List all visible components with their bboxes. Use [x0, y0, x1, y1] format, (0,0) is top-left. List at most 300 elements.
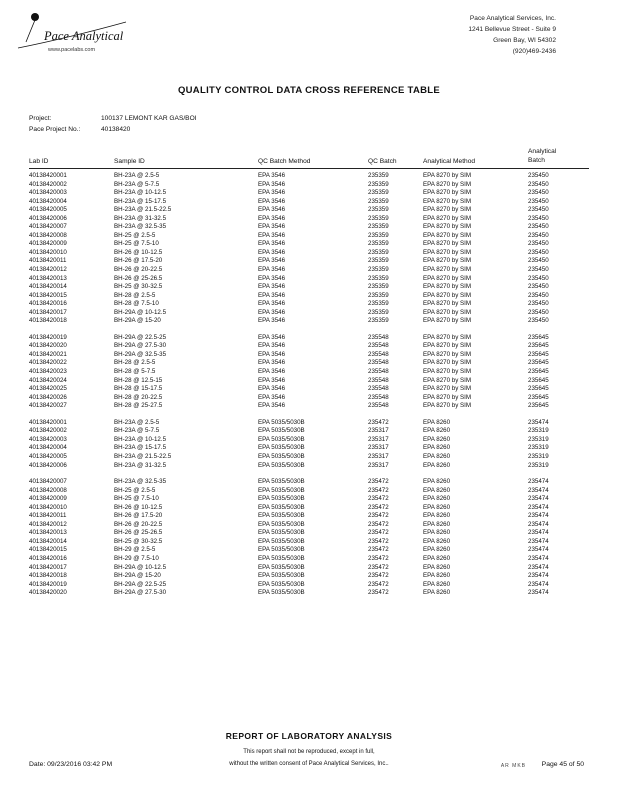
- cell-lab-id: 40138420009: [29, 240, 67, 248]
- cell-sample-id: BH-23A @ 15-17.5: [114, 444, 167, 452]
- cell-analytical-method: EPA 8270 by SIM: [423, 180, 472, 188]
- company-name: Pace Analytical Services, Inc.: [469, 15, 556, 22]
- cell-qc-batch: 235472: [368, 520, 389, 528]
- cell-qc-batch-method: EPA 3546: [258, 257, 286, 265]
- cell-sample-id: BH-26 @ 10-12.5: [114, 248, 163, 256]
- cell-analytical-method: EPA 8260: [423, 486, 451, 494]
- cell-analytical-batch: 235474: [528, 589, 549, 597]
- table-row: [29, 419, 589, 428]
- cell-analytical-method: EPA 8260: [423, 563, 451, 571]
- cell-lab-id: 40138420009: [29, 495, 67, 503]
- table-row: [29, 359, 589, 368]
- cell-lab-id: 40138420006: [29, 461, 67, 469]
- cell-analytical-method: EPA 8270 by SIM: [423, 333, 472, 341]
- cell-qc-batch: 235317: [368, 427, 389, 435]
- table-row: [29, 504, 589, 513]
- cell-analytical-batch: 235645: [528, 342, 549, 350]
- cell-lab-id: 40138420018: [29, 572, 67, 580]
- cell-sample-id: BH-23A @ 2.5-5: [114, 172, 160, 179]
- cell-qc-batch-method: EPA 3546: [258, 223, 286, 231]
- cell-sample-id: BH-28 @ 25-27.5: [114, 402, 163, 410]
- table-row: [29, 275, 589, 284]
- logo-url-text: www.pacelabs.com: [48, 47, 96, 53]
- cell-qc-batch: 235548: [368, 342, 389, 350]
- cell-analytical-method: EPA 8260: [423, 495, 451, 503]
- cell-qc-batch: 235548: [368, 359, 389, 367]
- cell-qc-batch-method: EPA 5035/5030B: [258, 435, 305, 443]
- cell-sample-id: BH-29A @ 15-20: [114, 572, 161, 580]
- cell-analytical-batch: 235319: [528, 452, 549, 460]
- cell-qc-batch-method: EPA 5035/5030B: [258, 512, 305, 520]
- cell-qc-batch-method: EPA 5035/5030B: [258, 572, 305, 580]
- cell-sample-id: BH-26 @ 25-26.5: [114, 529, 163, 537]
- col-analytical-batch-line1: Analytical: [528, 148, 557, 155]
- col-sample-id: Sample ID: [114, 158, 145, 165]
- cell-lab-id: 40138420017: [29, 563, 67, 571]
- cell-sample-id: BH-23A @ 32.5-35: [114, 478, 167, 486]
- cell-analytical-method: EPA 8260: [423, 546, 451, 554]
- cell-analytical-batch: 235450: [528, 223, 549, 231]
- cell-sample-id: BH-28 @ 2.5-5: [114, 291, 156, 299]
- cell-qc-batch-method: EPA 3546: [258, 274, 286, 282]
- table-row: [29, 283, 589, 292]
- cell-sample-id: BH-29 @ 7.5-10: [114, 554, 159, 562]
- cell-sample-id: BH-25 @ 7.5-10: [114, 240, 159, 248]
- cell-analytical-batch: 235450: [528, 308, 549, 316]
- cell-analytical-batch: 235450: [528, 197, 549, 205]
- cell-analytical-batch: 235450: [528, 206, 549, 214]
- cell-analytical-method: EPA 8270 by SIM: [423, 342, 472, 350]
- cell-analytical-method: EPA 8260: [423, 503, 451, 511]
- cell-qc-batch-method: EPA 3546: [258, 291, 286, 299]
- cell-qc-batch-method: EPA 3546: [258, 248, 286, 256]
- cell-lab-id: 40138420010: [29, 503, 67, 511]
- cell-qc-batch: 235359: [368, 266, 389, 274]
- cell-sample-id: BH-29 @ 2.5-5: [114, 546, 156, 554]
- cell-analytical-batch: 235474: [528, 529, 549, 537]
- cell-analytical-batch: 235319: [528, 435, 549, 443]
- cell-analytical-batch: 235474: [528, 563, 549, 571]
- table-row: [29, 206, 589, 215]
- table-row: [29, 309, 589, 318]
- cell-analytical-batch: 235450: [528, 266, 549, 274]
- cell-sample-id: BH-28 @ 20-22.5: [114, 393, 163, 401]
- cell-lab-id: 40138420008: [29, 231, 67, 239]
- cell-analytical-batch: 235450: [528, 291, 549, 299]
- cell-analytical-method: EPA 8260: [423, 580, 451, 588]
- cell-analytical-method: EPA 8270 by SIM: [423, 376, 472, 384]
- table-row: [29, 172, 589, 181]
- cell-lab-id: 40138420014: [29, 537, 67, 545]
- table-row: [29, 198, 589, 207]
- cell-analytical-method: EPA 8270 by SIM: [423, 240, 472, 248]
- report-title: QUALITY CONTROL DATA CROSS REFERENCE TABLE: [177, 85, 441, 96]
- cell-analytical-method: EPA 8270 by SIM: [423, 385, 472, 393]
- table-row: [29, 487, 589, 496]
- table-row: [29, 521, 589, 530]
- cell-analytical-batch: 235450: [528, 274, 549, 282]
- cell-lab-id: 40138420026: [29, 393, 67, 401]
- cell-sample-id: BH-25 @ 30-32.5: [114, 537, 163, 545]
- cell-analytical-batch: 235474: [528, 537, 549, 545]
- cell-sample-id: BH-23A @ 32.5-35: [114, 223, 167, 231]
- cell-sample-id: BH-29A @ 10-12.5: [114, 563, 167, 571]
- cell-analytical-method: EPA 8270 by SIM: [423, 266, 472, 274]
- footer-notice-line2: without the written consent of Pace Analytical Services, Inc..: [229, 761, 389, 767]
- cell-qc-batch: 235472: [368, 554, 389, 562]
- cell-analytical-batch: 235450: [528, 300, 549, 308]
- cell-qc-batch-method: EPA 3546: [258, 197, 286, 205]
- cell-analytical-method: EPA 8260: [423, 478, 451, 486]
- cell-qc-batch: 235472: [368, 503, 389, 511]
- cell-qc-batch-method: EPA 3546: [258, 402, 286, 410]
- cell-lab-id: 40138420014: [29, 283, 67, 291]
- cell-qc-batch: 235359: [368, 180, 389, 188]
- table-row: [29, 181, 589, 190]
- cell-analytical-method: EPA 8270 by SIM: [423, 197, 472, 205]
- table-row: [29, 581, 589, 590]
- cell-analytical-batch: 235645: [528, 359, 549, 367]
- cell-analytical-method: EPA 8270 by SIM: [423, 223, 472, 231]
- cell-analytical-batch: 235474: [528, 503, 549, 511]
- cell-sample-id: BH-28 @ 15-17.5: [114, 385, 163, 393]
- row-group: [29, 172, 589, 326]
- cell-qc-batch-method: EPA 3546: [258, 172, 286, 179]
- cell-qc-batch: 235472: [368, 512, 389, 520]
- project-info: [29, 113, 197, 135]
- cell-sample-id: BH-23A @ 5-7.5: [114, 180, 160, 188]
- table-row: [29, 351, 589, 360]
- cell-analytical-batch: 235450: [528, 231, 549, 239]
- table-row: [29, 317, 589, 326]
- cell-qc-batch: 235359: [368, 308, 389, 316]
- cell-lab-id: 40138420022: [29, 359, 67, 367]
- cell-qc-batch: 235548: [368, 368, 389, 376]
- table-row: [29, 368, 589, 377]
- table-row: [29, 478, 589, 487]
- cell-qc-batch: 235359: [368, 231, 389, 239]
- cell-qc-batch-method: EPA 5035/5030B: [258, 537, 305, 545]
- cell-qc-batch-method: EPA 5035/5030B: [258, 520, 305, 528]
- cell-qc-batch: 235548: [368, 376, 389, 384]
- cell-sample-id: BH-23A @ 5-7.5: [114, 427, 160, 435]
- pace-logo-mark: [8, 8, 158, 58]
- cell-qc-batch: 235317: [368, 452, 389, 460]
- cell-analytical-batch: 235645: [528, 402, 549, 410]
- cell-qc-batch-method: EPA 3546: [258, 393, 286, 401]
- cell-sample-id: BH-29A @ 27.5-30: [114, 589, 167, 597]
- cell-qc-batch-method: EPA 5035/5030B: [258, 418, 305, 426]
- cell-qc-batch-method: EPA 5035/5030B: [258, 589, 305, 597]
- cell-lab-id: 40138420003: [29, 435, 67, 443]
- page-number: Page 45 of 50: [541, 761, 584, 768]
- cell-analytical-method: EPA 8270 by SIM: [423, 393, 472, 401]
- table-row: [29, 300, 589, 309]
- cell-qc-batch-method: EPA 3546: [258, 231, 286, 239]
- cell-qc-batch: 235548: [368, 393, 389, 401]
- cell-analytical-batch: 235319: [528, 461, 549, 469]
- cell-lab-id: 40138420020: [29, 342, 67, 350]
- cell-qc-batch: 235317: [368, 435, 389, 443]
- cell-lab-id: 40138420016: [29, 554, 67, 562]
- cell-qc-batch: 235359: [368, 257, 389, 265]
- cell-qc-batch-method: EPA 5035/5030B: [258, 444, 305, 452]
- cell-qc-batch-method: EPA 5035/5030B: [258, 554, 305, 562]
- table-row: [29, 436, 589, 445]
- cell-analytical-batch: 235450: [528, 214, 549, 222]
- cell-sample-id: BH-23A @ 31-32.5: [114, 214, 167, 222]
- cell-sample-id: BH-23A @ 31-32.5: [114, 461, 167, 469]
- cell-lab-id: 40138420011: [29, 512, 67, 520]
- cell-qc-batch: 235472: [368, 572, 389, 580]
- cell-qc-batch: 235359: [368, 172, 389, 179]
- cell-qc-batch: 235359: [368, 317, 389, 325]
- cell-analytical-batch: 235474: [528, 495, 549, 503]
- table-row: [29, 444, 589, 453]
- cell-lab-id: 40138420001: [29, 418, 67, 426]
- cell-sample-id: BH-25 @ 30-32.5: [114, 283, 163, 291]
- cell-analytical-method: EPA 8270 by SIM: [423, 206, 472, 214]
- cell-lab-id: 40138420013: [29, 529, 67, 537]
- table-row: [29, 215, 589, 224]
- table-row: [29, 394, 589, 403]
- col-analytical-batch-line2: Batch: [528, 157, 545, 164]
- cell-lab-id: 40138420005: [29, 452, 67, 460]
- cell-analytical-method: EPA 8260: [423, 452, 451, 460]
- cell-analytical-method: EPA 8270 by SIM: [423, 350, 472, 358]
- cell-lab-id: 40138420017: [29, 308, 67, 316]
- cell-analytical-method: EPA 8260: [423, 554, 451, 562]
- qc-cross-reference-table: [29, 172, 589, 606]
- project-label: Project:: [29, 115, 52, 122]
- table-row: [29, 223, 589, 232]
- cell-qc-batch-method: EPA 3546: [258, 180, 286, 188]
- cell-analytical-method: EPA 8270 by SIM: [423, 248, 472, 256]
- cell-analytical-method: EPA 8270 by SIM: [423, 317, 472, 325]
- cell-qc-batch-method: EPA 5035/5030B: [258, 529, 305, 537]
- col-analytical-method: Analytical Method: [423, 158, 476, 165]
- table-row: [29, 546, 589, 555]
- cell-qc-batch-method: EPA 3546: [258, 359, 286, 367]
- col-qc-batch: QC Batch: [368, 158, 397, 165]
- cell-qc-batch: 235359: [368, 240, 389, 248]
- cell-qc-batch-method: EPA 5035/5030B: [258, 478, 305, 486]
- table-row: [29, 232, 589, 241]
- cell-sample-id: BH-29A @ 22.5-25: [114, 333, 167, 341]
- cell-lab-id: 40138420015: [29, 546, 67, 554]
- project-value: 100137 LEMONT KAR GAS/BOI: [101, 115, 197, 122]
- cell-sample-id: BH-26 @ 17.5-20: [114, 512, 163, 520]
- cell-lab-id: 40138420019: [29, 580, 67, 588]
- table-row: [29, 572, 589, 581]
- cell-sample-id: BH-29A @ 22.5-25: [114, 580, 167, 588]
- cell-sample-id: BH-28 @ 12.5-15: [114, 376, 163, 384]
- table-row: [29, 512, 589, 521]
- cell-qc-batch: 235359: [368, 197, 389, 205]
- cell-qc-batch: 235472: [368, 495, 389, 503]
- cell-sample-id: BH-28 @ 5-7.5: [114, 368, 156, 376]
- cell-lab-id: 40138420027: [29, 402, 67, 410]
- cell-analytical-batch: 235645: [528, 350, 549, 358]
- cell-sample-id: BH-28 @ 7.5-10: [114, 300, 159, 308]
- cell-qc-batch: 235472: [368, 537, 389, 545]
- cell-analytical-batch: 235474: [528, 554, 549, 562]
- cell-analytical-method: EPA 8260: [423, 435, 451, 443]
- cell-qc-batch-method: EPA 3546: [258, 283, 286, 291]
- cell-qc-batch-method: EPA 5035/5030B: [258, 580, 305, 588]
- cell-qc-batch: 235359: [368, 189, 389, 197]
- cell-sample-id: BH-25 @ 7.5-10: [114, 495, 159, 503]
- table-row: [29, 555, 589, 564]
- cell-analytical-batch: 235645: [528, 333, 549, 341]
- cell-lab-id: 40138420018: [29, 317, 67, 325]
- cell-analytical-batch: 235645: [528, 376, 549, 384]
- cell-qc-batch: 235548: [368, 333, 389, 341]
- cell-lab-id: 40138420016: [29, 300, 67, 308]
- table-row: [29, 427, 589, 436]
- cell-qc-batch: 235359: [368, 300, 389, 308]
- table-row: [29, 292, 589, 301]
- cell-analytical-batch: 235645: [528, 368, 549, 376]
- cell-analytical-method: EPA 8270 by SIM: [423, 308, 472, 316]
- cell-qc-batch: 235359: [368, 248, 389, 256]
- cell-analytical-method: EPA 8260: [423, 589, 451, 597]
- cell-sample-id: BH-29A @ 10-12.5: [114, 308, 167, 316]
- cell-analytical-method: EPA 8270 by SIM: [423, 172, 472, 179]
- cell-analytical-batch: 235450: [528, 257, 549, 265]
- cell-qc-batch-method: EPA 3546: [258, 300, 286, 308]
- cell-analytical-batch: 235450: [528, 180, 549, 188]
- table-row: [29, 564, 589, 573]
- cell-analytical-method: EPA 8270 by SIM: [423, 274, 472, 282]
- cell-lab-id: 40138420010: [29, 248, 67, 256]
- cell-lab-id: 40138420004: [29, 197, 67, 205]
- table-row: [29, 495, 589, 504]
- cell-qc-batch: 235472: [368, 546, 389, 554]
- cell-qc-batch-method: EPA 5035/5030B: [258, 486, 305, 494]
- cell-qc-batch-method: EPA 5035/5030B: [258, 461, 305, 469]
- table-row: [29, 529, 589, 538]
- cell-sample-id: BH-29A @ 15-20: [114, 317, 161, 325]
- cell-analytical-batch: 235474: [528, 546, 549, 554]
- cell-sample-id: BH-23A @ 15-17.5: [114, 197, 167, 205]
- company-city: Green Bay, WI 54302: [493, 37, 556, 44]
- cell-sample-id: BH-25 @ 2.5-5: [114, 231, 156, 239]
- cell-qc-batch-method: EPA 3546: [258, 368, 286, 376]
- cell-analytical-batch: 235474: [528, 418, 549, 426]
- cell-lab-id: 40138420007: [29, 478, 67, 486]
- cell-lab-id: 40138420005: [29, 206, 67, 214]
- cell-sample-id: BH-23A @ 21.5-22.5: [114, 452, 172, 460]
- cell-qc-batch-method: EPA 3546: [258, 214, 286, 222]
- cell-analytical-method: EPA 8260: [423, 520, 451, 528]
- cell-analytical-batch: 235474: [528, 520, 549, 528]
- company-street: 1241 Bellevue Street - Suite 9: [468, 26, 556, 33]
- cell-analytical-method: EPA 8260: [423, 427, 451, 435]
- cell-lab-id: 40138420008: [29, 486, 67, 494]
- cell-sample-id: BH-25 @ 2.5-5: [114, 486, 156, 494]
- cell-qc-batch: 235359: [368, 274, 389, 282]
- cell-lab-id: 40138420003: [29, 189, 67, 197]
- cell-qc-batch: 235472: [368, 486, 389, 494]
- cell-lab-id: 40138420020: [29, 589, 67, 597]
- cell-analytical-batch: 235450: [528, 283, 549, 291]
- cell-analytical-batch: 235319: [528, 444, 549, 452]
- cell-sample-id: BH-28 @ 2.5-5: [114, 359, 156, 367]
- cell-qc-batch: 235472: [368, 580, 389, 588]
- cell-qc-batch-method: EPA 3546: [258, 376, 286, 384]
- cell-analytical-batch: 235450: [528, 240, 549, 248]
- row-group: [29, 419, 589, 470]
- cell-analytical-batch: 235645: [528, 393, 549, 401]
- cell-sample-id: BH-23A @ 21.5-22.5: [114, 206, 172, 214]
- cell-analytical-method: EPA 8260: [423, 537, 451, 545]
- table-row: [29, 377, 589, 386]
- cell-qc-batch-method: EPA 3546: [258, 240, 286, 248]
- row-group: [29, 478, 589, 598]
- col-analytical-batch: [528, 147, 556, 165]
- cell-qc-batch: 235548: [368, 350, 389, 358]
- cell-analytical-method: EPA 8260: [423, 512, 451, 520]
- cell-lab-id: 40138420011: [29, 257, 67, 265]
- cell-qc-batch: 235359: [368, 214, 389, 222]
- cell-lab-id: 40138420012: [29, 266, 67, 274]
- cell-lab-id: 40138420001: [29, 172, 67, 179]
- cell-sample-id: BH-26 @ 20-22.5: [114, 266, 163, 274]
- cell-analytical-method: EPA 8270 by SIM: [423, 189, 472, 197]
- cell-qc-batch: 235472: [368, 478, 389, 486]
- cell-lab-id: 40138420025: [29, 385, 67, 393]
- table-row: [29, 462, 589, 471]
- cell-qc-batch-method: EPA 3546: [258, 206, 286, 214]
- cell-lab-id: 40138420002: [29, 427, 67, 435]
- cell-lab-id: 40138420013: [29, 274, 67, 282]
- cell-analytical-method: EPA 8270 by SIM: [423, 368, 472, 376]
- cell-qc-batch: 235472: [368, 418, 389, 426]
- cell-sample-id: BH-26 @ 17.5-20: [114, 257, 163, 265]
- cell-qc-batch-method: EPA 5035/5030B: [258, 452, 305, 460]
- cell-analytical-batch: 235450: [528, 248, 549, 256]
- table-row: [29, 589, 589, 598]
- report-date: Date: 09/23/2016 03:42 PM: [29, 761, 113, 768]
- table-row: [29, 385, 589, 394]
- cell-sample-id: BH-23A @ 2.5-5: [114, 418, 160, 426]
- cell-lab-id: 40138420023: [29, 368, 67, 376]
- cell-qc-batch: 235548: [368, 385, 389, 393]
- cell-sample-id: BH-29A @ 27.5-30: [114, 342, 167, 350]
- cell-lab-id: 40138420021: [29, 350, 67, 358]
- cell-qc-batch-method: EPA 3546: [258, 333, 286, 341]
- cell-qc-batch: 235359: [368, 291, 389, 299]
- table-header: [29, 143, 589, 169]
- cell-analytical-method: EPA 8270 by SIM: [423, 359, 472, 367]
- cell-analytical-batch: 235474: [528, 572, 549, 580]
- cell-lab-id: 40138420007: [29, 223, 67, 231]
- cell-analytical-batch: 235450: [528, 317, 549, 325]
- cell-analytical-method: EPA 8260: [423, 529, 451, 537]
- cell-qc-batch: 235472: [368, 563, 389, 571]
- cell-qc-batch: 235359: [368, 283, 389, 291]
- pace-logo: [8, 8, 158, 58]
- cell-analytical-batch: 235474: [528, 486, 549, 494]
- cell-qc-batch-method: EPA 3546: [258, 308, 286, 316]
- col-qc-batch-method: QC Batch Method: [258, 158, 311, 165]
- cell-qc-batch: 235359: [368, 223, 389, 231]
- pace-project-value: 40138420: [101, 126, 131, 133]
- cell-analytical-method: EPA 8270 by SIM: [423, 231, 472, 239]
- table-row: [29, 402, 589, 411]
- logo-brand-text: Pace Analytical: [44, 29, 124, 43]
